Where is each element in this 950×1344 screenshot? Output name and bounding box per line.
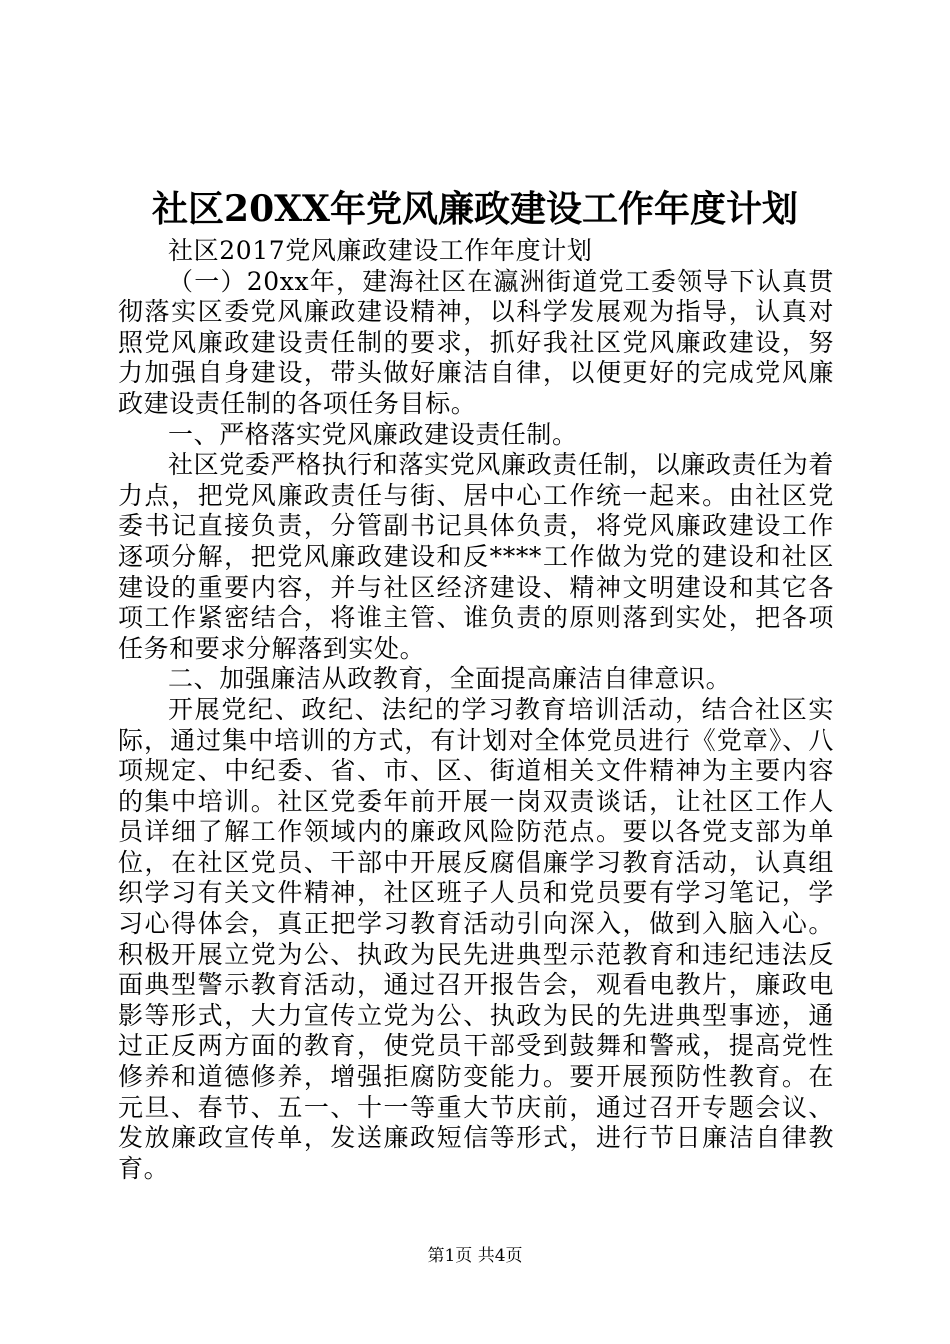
document-body — [118, 236, 834, 1184]
section-paragraph-1: 社区党委严格执行和落实党风廉政责任制，以廉政责任为着力点，把党风廉政责任与街、居中心工作统一起来。由社区党委书记直接负责，分管副书记具体负责，将党风廉政建设工作逐项分解，把党风廉政建设和反****工作做为党的建设和社区建设的重要内容，并与社区经济建设、精神文明建设和其它各项工作紧密结合，将谁主管、谁负责的原则落到实处，把各项任务和要求分解落到实处。 — [118, 450, 834, 663]
section-heading-1: 一、严格落实党风廉政建设责任制。 — [168, 419, 578, 449]
page-number-footer: 第1页 共4页 — [427, 1246, 523, 1266]
section-heading-2: 二、加强廉洁从政教育，全面提高廉洁自律意识。 — [168, 664, 732, 694]
document-title: 社区20XX年党风廉政建设工作年度计划 — [152, 188, 798, 230]
subtitle-paragraph: 社区2017党风廉政建设工作年度计划 — [168, 236, 593, 265]
intro-paragraph: （一）20xx年，建海社区在瀛洲街道党工委领导下认真贯彻落实区委党风廉政建设精神，以科学发展观为指导，认真对照党风廉政建设责任制的要求，抓好我社区党风廉政建设，努力加强自身建设，带头做好廉洁自律，以便更好的完成党风廉政建设责任制的各项任务目标。 — [118, 266, 834, 418]
section-paragraph-2: 开展党纪、政纪、法纪的学习教育培训活动，结合社区实际，通过集中培训的方式，有计划对全体党员进行《党章》、八项规定、中纪委、省、市、区、街道相关文件精神为主要内容的集中培训。社区党委年前开展一岗双责谈话，让社区工作人员详细了解工作领域内的廉政风险防范点。要以各党支部为单位，在社区党员、干部中开展反腐倡廉学习教育活动，认真组织学习有关文件精神，社区班子人员和党员要有学习笔记，学习心得体会，真正把学习教育活动引向深入，做到入脑入心。积极开展立党为公、执政为民先进典型示范教育和违纪违法反面典型警示教育活动，通过召开报告会，观看电教片，廉政电影等形式，大力宣传立党为公、执政为民的先进典型事迹，通过正反两方面的教育，使党员干部受到鼓舞和警戒，提高党性修养和道德修养，增强拒腐防变能力。要开展预防性教育。在元旦、春节、五一、十一等重大节庆前，通过召开专题会议、发放廉政宣传单，发送廉政短信等形式，进行节日廉洁自律教育。 — [118, 694, 834, 1183]
